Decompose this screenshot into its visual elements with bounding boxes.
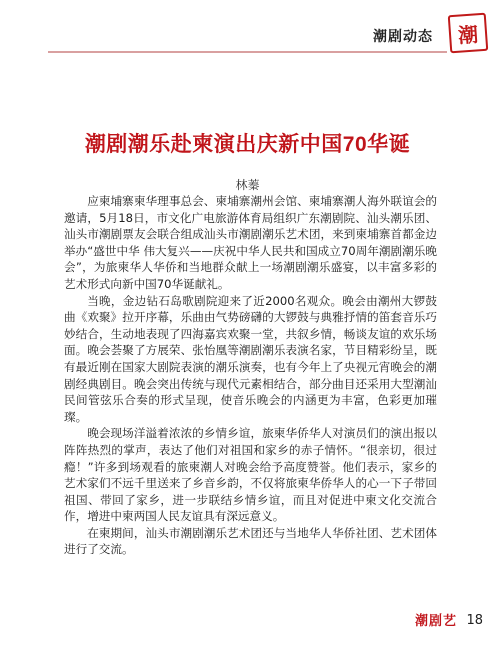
article-title: 潮剧潮乐赴柬演出庆新中国70华诞	[84, 133, 411, 156]
paragraph: 在柬期间，汕头市潮剧潮乐艺术团还与当地华人华侨社团、艺术团体进行了交流。	[64, 525, 437, 557]
seal-logo: 潮	[448, 13, 489, 54]
magazine-logo: 潮剧艺	[414, 614, 457, 629]
page-number: 18	[466, 613, 483, 628]
article-author: 林蓁	[235, 178, 260, 192]
paragraph: 应柬埔寨柬华理事总会、柬埔寨潮州会馆、柬埔寨潮人海外联谊会的邀请，5月18日，市文化广电旅游体育局组织广东潮剧院、汕头潮乐团、汕头市潮剧票友会联合组成汕头市潮剧潮乐艺术团，来到柬埔寨首都金边举办“盛世中华 伟大复兴——庆祝中华人民共和国成立70周年潮剧潮乐晚会”，为旅柬华人华侨和当地群众献上一场潮剧潮乐盛宴，以丰富多彩的艺术形式向新中国70华诞献礼。	[64, 194, 437, 291]
paragraph: 晚会现场洋溢着浓浓的乡情乡谊，旅柬华侨华人对演员们的演出报以阵阵热烈的掌声，表达了他们对祖国和家乡的赤子情怀。“很亲切，很过瘾！”许多到场观看的旅柬潮人对晚会给予高度赞誉。他们表示，家乡的艺术家们不远千里送来了乡音乡韵，不仅将旅柬华侨华人的心一下子带回祖国、带回了家乡，进一步联结乡情乡谊，而且对促进中柬文化交流合作，增进中柬两国人民友谊具有深远意义。	[64, 426, 437, 524]
paragraph: 当晚，金边钻石岛歌剧院迎来了近2000名观众。晚会由潮州大锣鼓曲《欢聚》拉开序幕，乐曲由气势磅礴的大锣鼓与典雅抒情的笛套音乐巧妙结合，生动地表现了四海嘉宾欢聚一堂，共叙乡情，畅谈友谊的欢乐场面。晚会荟聚了方展荣、张怡凰等潮剧潮乐表演名家，节目精彩纷呈，既有最近刚在国家大剧院表演的潮乐演奏，也有今年上了央视元宵晚会的潮剧经典剧目。晚会突出传统与现代元素相结合，部分曲目还采用大型潮汕民间管弦乐合奏的形式呈现，使音乐晚会的内涵更为丰富，色彩更加璀璨。	[64, 293, 437, 424]
header-divider	[48, 51, 447, 53]
section-label: 潮剧动态	[373, 29, 433, 45]
article-body	[64, 193, 437, 558]
